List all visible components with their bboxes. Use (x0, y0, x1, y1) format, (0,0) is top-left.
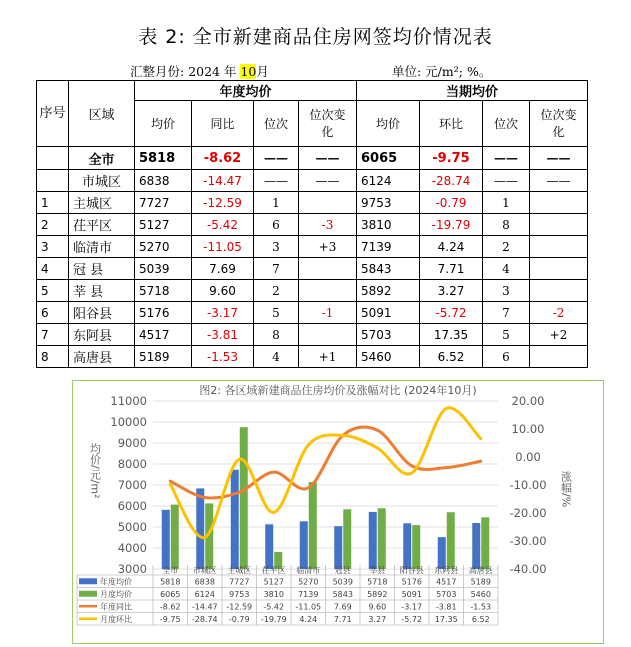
cell-c-chg (530, 236, 588, 258)
category-label: 冠县 (334, 566, 351, 575)
table-row (37, 324, 588, 346)
header-current: 当期均价 (357, 81, 588, 101)
cell-a-avg: 4517 (135, 324, 192, 346)
cell-a-rank: 5 (254, 302, 299, 324)
cell-a-avg: 5270 (135, 236, 192, 258)
cell-seq (37, 170, 69, 192)
table-value: 5718 (367, 577, 388, 587)
cell-c-avg: 5843 (357, 258, 420, 280)
y-tick-label: 6000 (117, 499, 147, 513)
cell-area: 全市 (69, 147, 135, 170)
cell-a-rank: —— (254, 170, 299, 192)
cell-a-avg: 5176 (135, 302, 192, 324)
y-tick-label: 5000 (117, 520, 147, 534)
table-value: 5460 (470, 589, 491, 599)
cell-a-rank: 4 (254, 346, 299, 368)
cell-c-chg: —— (530, 170, 588, 192)
summary-month (130, 62, 269, 80)
cell-area: 主城区 (69, 192, 135, 214)
table-value: 9.60 (368, 602, 387, 612)
table-row (37, 170, 588, 192)
category-label: 莘县 (369, 566, 386, 575)
cell-area: 阳谷县 (69, 302, 135, 324)
cell-a-avg: 5039 (135, 258, 192, 280)
cell-a-avg: 7727 (135, 192, 192, 214)
legend-label: 年度同比 (100, 602, 132, 612)
category-label: 东阿县 (434, 566, 459, 575)
table-value: 5039 (332, 577, 353, 587)
y-tick-label: 8000 (117, 457, 147, 471)
category-label: 全市 (162, 566, 179, 575)
table-value: 5127 (263, 577, 284, 587)
cell-c-mom: -19.79 (420, 214, 483, 236)
cell-a-rank: 2 (254, 280, 299, 302)
cell-a-chg: +1 (299, 346, 357, 368)
category-label: 临清市 (296, 566, 321, 575)
bar-annual (300, 521, 308, 569)
cell-a-yoy: 7.69 (192, 258, 254, 280)
cell-a-chg (299, 324, 357, 346)
line-mom (170, 408, 481, 538)
cell-a-avg: 6838 (135, 170, 192, 192)
table-value: 9753 (229, 589, 250, 599)
cell-a-chg (299, 192, 357, 214)
y2-tick-label: -10.00 (509, 478, 547, 492)
cell-c-mom: 6.52 (420, 346, 483, 368)
table-value: 7.69 (333, 602, 352, 612)
table-value: 7139 (298, 589, 319, 599)
table-value: -1.53 (470, 602, 492, 612)
bar-annual (403, 523, 411, 569)
cell-c-chg: +2 (530, 324, 588, 346)
cell-seq: 3 (37, 236, 69, 258)
y-tick-label: 11000 (110, 394, 147, 408)
y2-axis-label: 涨幅/% (559, 471, 573, 508)
table-value: -8.62 (159, 602, 181, 612)
cell-a-avg: 5189 (135, 346, 192, 368)
cell-area: 莘 县 (69, 280, 135, 302)
bar-month (240, 427, 248, 569)
legend-swatch (79, 591, 97, 597)
table-value: -28.74 (191, 614, 218, 624)
header-current-rank: 位次 (483, 101, 530, 147)
legend-label: 月度均价 (100, 589, 132, 599)
cell-c-rank: 3 (483, 280, 530, 302)
cell-c-chg: -2 (530, 302, 588, 324)
header-current-rank-change: 位次变化 (530, 101, 588, 147)
y-axis-label: 均价/元/m² (88, 443, 102, 499)
cell-a-rank: 3 (254, 236, 299, 258)
y2-tick-label: -20.00 (509, 506, 547, 520)
cell-seq: 6 (37, 302, 69, 324)
cell-c-avg: 9753 (357, 192, 420, 214)
cell-a-rank: 8 (254, 324, 299, 346)
cell-seq: 5 (37, 280, 69, 302)
cell-a-yoy: -1.53 (192, 346, 254, 368)
cell-seq: 8 (37, 346, 69, 368)
cell-a-chg (299, 258, 357, 280)
price-table (36, 80, 588, 368)
cell-area: 市城区 (69, 170, 135, 192)
header-current-avg: 均价 (357, 101, 420, 147)
cell-area: 东阿县 (69, 324, 135, 346)
line-yoy (170, 427, 481, 498)
cell-c-rank: 1 (483, 192, 530, 214)
legend-swatch (79, 578, 97, 584)
table-value: -9.75 (159, 614, 181, 624)
y2-tick-label: 10.00 (511, 422, 545, 436)
cell-a-chg: —— (299, 147, 357, 170)
cell-c-mom: -5.72 (420, 302, 483, 324)
cell-c-mom: 3.27 (420, 280, 483, 302)
table-value: 7727 (229, 577, 250, 587)
unit-label: 单位: 元/m²; %。 (392, 64, 492, 79)
table-row (37, 236, 588, 258)
bar-annual (472, 523, 480, 569)
header-yoy: 同比 (192, 101, 254, 147)
table-value: 5189 (470, 577, 491, 587)
cell-seq: 7 (37, 324, 69, 346)
table-value: 4517 (436, 577, 457, 587)
cell-a-chg: -1 (299, 302, 357, 324)
table-value: 6124 (194, 589, 215, 599)
cell-a-rank: 7 (254, 258, 299, 280)
cell-seq: 2 (37, 214, 69, 236)
cell-c-rank: 5 (483, 324, 530, 346)
chart-svg (73, 381, 603, 643)
table-row (37, 258, 588, 280)
cell-a-rank: —— (254, 147, 299, 170)
table-value: -14.47 (191, 602, 218, 612)
cell-c-mom: 4.24 (420, 236, 483, 258)
table-row (37, 280, 588, 302)
table-value: 3.27 (368, 614, 387, 624)
cell-area: 冠 县 (69, 258, 135, 280)
summary-month-value: 10 (240, 64, 257, 79)
table-row (37, 302, 588, 324)
table-value: -0.79 (228, 614, 250, 624)
table-row (37, 214, 588, 236)
cell-seq: 1 (37, 192, 69, 214)
bar-annual (231, 470, 239, 569)
table-value: 5892 (367, 589, 388, 599)
cell-c-rank: 2 (483, 236, 530, 258)
table-value: 4.24 (299, 614, 318, 624)
cell-c-mom: 17.35 (420, 324, 483, 346)
table-value: -5.72 (401, 614, 423, 624)
table-value: 5176 (401, 577, 422, 587)
cell-a-yoy: -11.05 (192, 236, 254, 258)
table-value: 5091 (401, 589, 422, 599)
cell-a-chg: -3 (299, 214, 357, 236)
table-value: 6.52 (471, 614, 490, 624)
table-value: 3810 (263, 589, 284, 599)
bar-annual (265, 524, 273, 569)
y2-tick-label: -40.00 (509, 562, 547, 576)
table-value: 5270 (298, 577, 319, 587)
cell-c-avg: 5892 (357, 280, 420, 302)
price-chart (72, 380, 604, 644)
bar-annual (334, 526, 342, 569)
table-value: 6838 (194, 577, 215, 587)
cell-c-chg (530, 192, 588, 214)
table-row (37, 346, 588, 368)
table-value: 5703 (436, 589, 457, 599)
summary-month-label: 汇整月份: (130, 64, 185, 79)
table-value: 7.71 (333, 614, 352, 624)
y-tick-label: 4000 (117, 541, 147, 555)
y2-tick-label: 20.00 (511, 394, 545, 408)
cell-a-yoy: -3.81 (192, 324, 254, 346)
bar-month (378, 508, 386, 569)
header-annual-avg: 均价 (135, 101, 192, 147)
summary-month-unit: 月 (256, 64, 269, 79)
cell-c-chg (530, 258, 588, 280)
cell-c-avg: 5091 (357, 302, 420, 324)
table-row (37, 192, 588, 214)
cell-seq (37, 147, 69, 170)
bar-month (309, 482, 317, 569)
cell-c-chg (530, 346, 588, 368)
cell-c-avg: 6124 (357, 170, 420, 192)
cell-a-yoy: -3.17 (192, 302, 254, 324)
cell-a-rank: 1 (254, 192, 299, 214)
header-mom: 环比 (420, 101, 483, 147)
table-value: 6065 (160, 589, 181, 599)
table-value: 17.35 (434, 614, 458, 624)
y2-tick-label: 0.00 (515, 450, 541, 464)
cell-c-avg: 6065 (357, 147, 420, 170)
chart-title: 图2: 各区域新建商品住房均价及涨幅对比 (2024年10月) (199, 384, 477, 397)
cell-a-avg: 5127 (135, 214, 192, 236)
y-tick-label: 9000 (117, 436, 147, 450)
table-value: -11.05 (295, 602, 322, 612)
cell-c-avg: 5703 (357, 324, 420, 346)
cell-c-rank: —— (483, 170, 530, 192)
cell-a-yoy: -5.42 (192, 214, 254, 236)
cell-area: 高唐县 (69, 346, 135, 368)
cell-c-mom: -0.79 (420, 192, 483, 214)
table-value: 5818 (160, 577, 181, 587)
cell-c-chg (530, 214, 588, 236)
cell-a-avg: 5818 (135, 147, 192, 170)
category-label: 主城区 (227, 566, 252, 575)
cell-a-rank: 6 (254, 214, 299, 236)
table-value: 5843 (332, 589, 353, 599)
bar-annual (438, 537, 446, 569)
cell-area: 临清市 (69, 236, 135, 258)
cell-a-chg: +3 (299, 236, 357, 258)
legend-label: 年度均价 (100, 577, 132, 587)
bar-annual (162, 510, 170, 569)
cell-a-avg: 5718 (135, 280, 192, 302)
bar-month (447, 512, 455, 569)
category-label: 阳谷县 (399, 566, 424, 575)
table-value: -5.42 (263, 602, 285, 612)
cell-c-avg: 7139 (357, 236, 420, 258)
cell-a-chg: —— (299, 170, 357, 192)
cell-c-avg: 3810 (357, 214, 420, 236)
cell-a-yoy: -12.59 (192, 192, 254, 214)
cell-c-rank: 6 (483, 346, 530, 368)
cell-a-yoy: 9.60 (192, 280, 254, 302)
cell-c-chg (530, 280, 588, 302)
header-annual: 年度均价 (135, 81, 357, 101)
cell-c-chg: —— (530, 147, 588, 170)
bar-month (343, 509, 351, 569)
header-annual-rank: 位次 (254, 101, 299, 147)
cell-c-mom: 7.71 (420, 258, 483, 280)
category-label: 茌平区 (261, 566, 286, 575)
table-value: -3.17 (401, 602, 423, 612)
table-value: -3.81 (435, 602, 457, 612)
y-tick-label: 10000 (110, 415, 147, 429)
table-value: -19.79 (260, 614, 287, 624)
bar-month (412, 525, 420, 569)
header-annual-rank-change: 位次变化 (299, 101, 357, 147)
y2-tick-label: -30.00 (509, 534, 547, 548)
y-tick-label: 3000 (117, 562, 147, 576)
summary-year: 2024 年 (188, 64, 237, 79)
header-area: 区域 (69, 81, 135, 147)
cell-c-avg: 5460 (357, 346, 420, 368)
cell-c-rank: —— (483, 147, 530, 170)
bar-annual (196, 488, 204, 569)
legend-label: 月度环比 (100, 614, 132, 624)
y-tick-label: 7000 (117, 478, 147, 492)
table-value: -12.59 (226, 602, 253, 612)
cell-c-rank: 4 (483, 258, 530, 280)
cell-c-rank: 8 (483, 214, 530, 236)
bar-month (481, 517, 489, 569)
cell-c-rank: 7 (483, 302, 530, 324)
cell-c-mom: -28.74 (420, 170, 483, 192)
cell-a-chg (299, 280, 357, 302)
bar-month (171, 505, 179, 569)
cell-seq: 4 (37, 258, 69, 280)
cell-c-mom: -9.75 (420, 147, 483, 170)
cell-a-yoy: -8.62 (192, 147, 254, 170)
table-row (37, 147, 588, 170)
category-label: 高唐县 (468, 566, 493, 575)
header-seq: 序号 (37, 81, 69, 147)
category-label: 市城区 (192, 566, 217, 575)
cell-a-yoy: -14.47 (192, 170, 254, 192)
bar-annual (369, 512, 377, 569)
cell-area: 茌平区 (69, 214, 135, 236)
page-title: 表 2: 全市新建商品住房网签均价情况表 (138, 26, 493, 48)
